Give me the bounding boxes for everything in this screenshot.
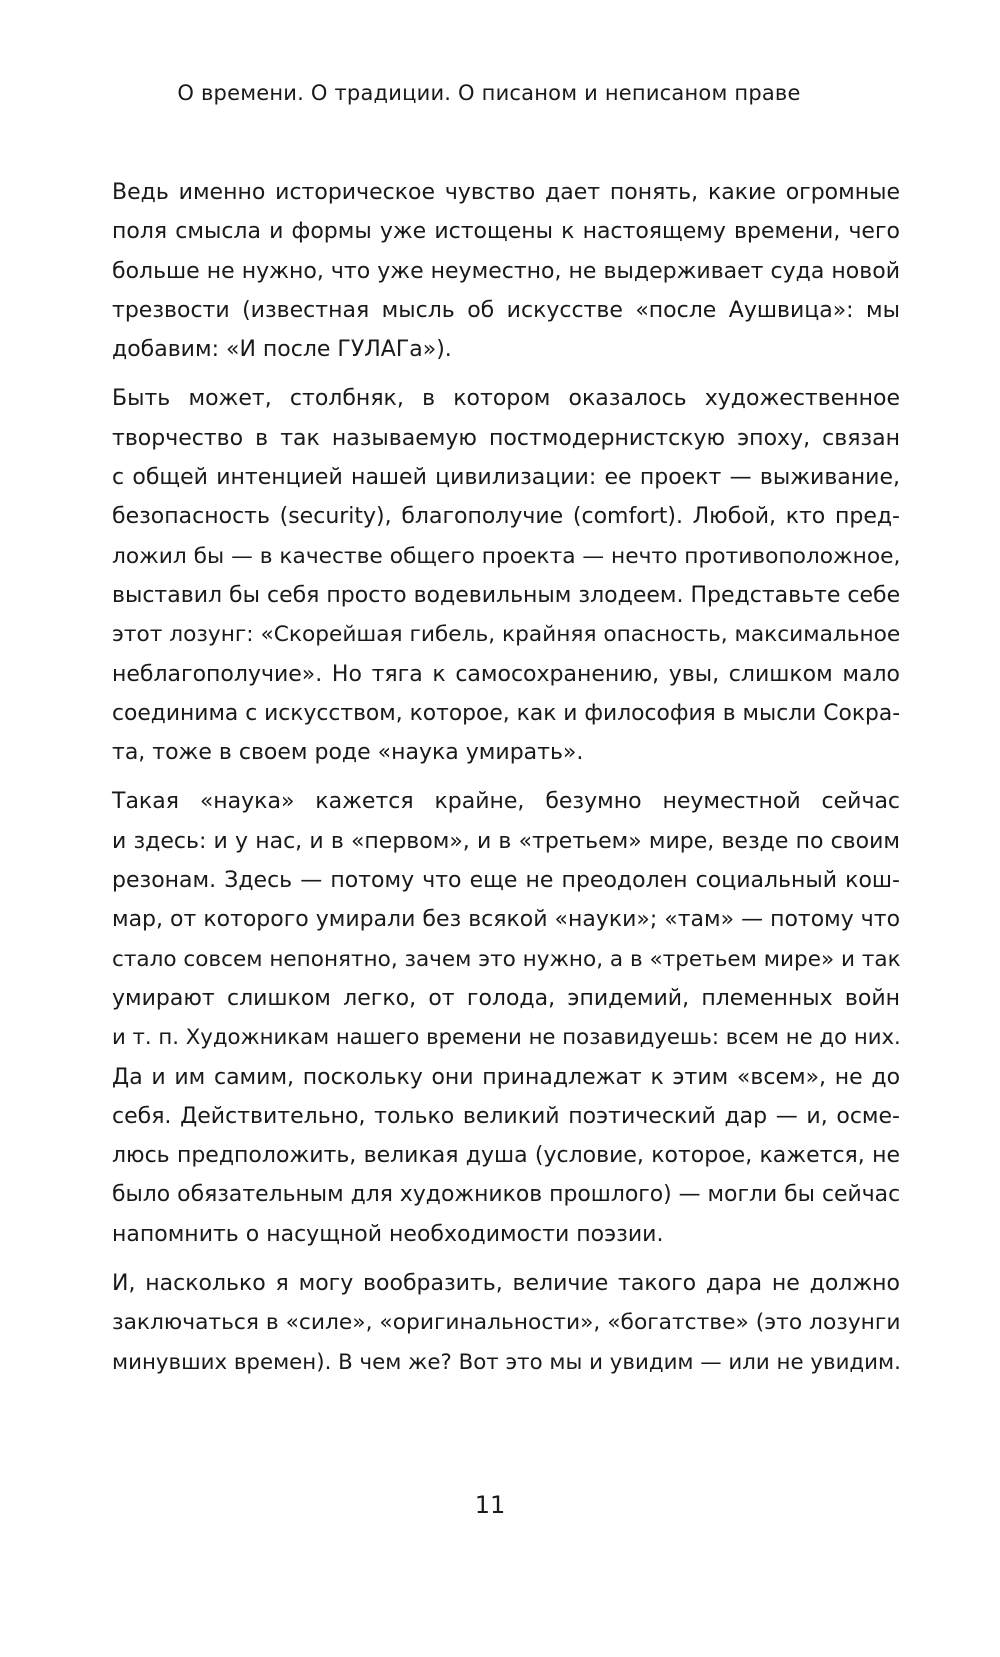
text-line: этот лозунг: «Скорейшая гибель, крайняя опасность, максимальное [112,622,901,648]
paragraph [82,379,900,772]
text-line: мар, от которого умирали без всякой «науки»; «там» — потому что [112,907,901,933]
text-line: та, тоже в своем роде «наука умирать». [112,740,584,766]
running-head: О времени. О традиции. О писаном и неписаном праве [177,81,801,105]
text-line: больше не нужно, что уже неуместно, не выдерживает суда новой [112,258,900,284]
text-line: и здесь: и у нас, и в «первом», и в «третьем» мире, везде по своим [112,828,900,854]
text-line: поля смысла и формы уже истощены к настоящему времени, чего [112,219,900,245]
text-line: напомнить о насущной необходимости поэзии. [112,1221,664,1247]
text-line: умирают слишком легко, от голода, эпидемий, племенных войн [112,985,900,1011]
text-line: заключаться в «силе», «оригинальности», «богатстве» (это лозунги [112,1310,901,1336]
text-line: с общей интенцией нашей цивилизации: ее проект — выживание, [112,465,900,491]
text-line: Ведь именно историческое чувство дает понять, какие огромные [112,180,901,205]
page-number: 11 [474,1491,506,1519]
text-line: выставил бы себя просто водевильным злодеем. Представьте себе [112,582,901,608]
text-line: Быть может, столбняк, в котором оказалось художественное [112,386,901,412]
text-line: стало совсем непонятно, зачем это нужно, а в «третьем мире» и так [112,946,901,972]
text-line: Да и им самим, поскольку они принадлежат к этим «всем», не до [112,1064,901,1090]
text-line: минувших времен). В чем же? Вот это мы и увидим — или не увидим. [112,1349,901,1375]
paragraph [82,782,900,1254]
text-line: соединима с искусством, которое, как и философия в мысли Сокра- [112,700,901,726]
text-line: резонам. Здесь — потому что еще не преодолен социальный кош- [112,868,900,894]
text-line: неблагополучие». Но тяга к самосохранению, увы, слишком мало [112,661,900,687]
paragraph [82,173,900,369]
text-line: себя. Действительно, только великий поэтический дар — и, осме- [112,1103,900,1129]
text-line: творчество в так называемую постмодернистскую эпоху, связан [112,425,900,451]
text-line: добавим: «И после ГУЛАГа»). [112,337,452,363]
paragraph [82,1264,900,1382]
text-line: безопасность (security), благополучие (comfort). Любой, кто пред- [112,504,900,530]
text-line: Такая «наука» кажется крайне, безумно неуместной сейчас [112,789,901,815]
body-text [82,173,900,1392]
text-line: ложил бы — в качестве общего проекта — нечто противоположное, [112,543,901,569]
text-line: было обязательным для художников прошлого) — могли бы сейчас [112,1182,901,1208]
text-line: и т. п. Художникам нашего времени не позавидуешь: всем не до них. [112,1025,901,1051]
text-line: И, насколько я могу вообразить, величие такого дара не должно [112,1271,901,1297]
text-line: люсь предположить, великая душа (условие, которое, кажется, не [112,1143,900,1169]
text-line: трезвости (известная мысль об искусстве «после Аушвица»: мы [112,297,900,323]
